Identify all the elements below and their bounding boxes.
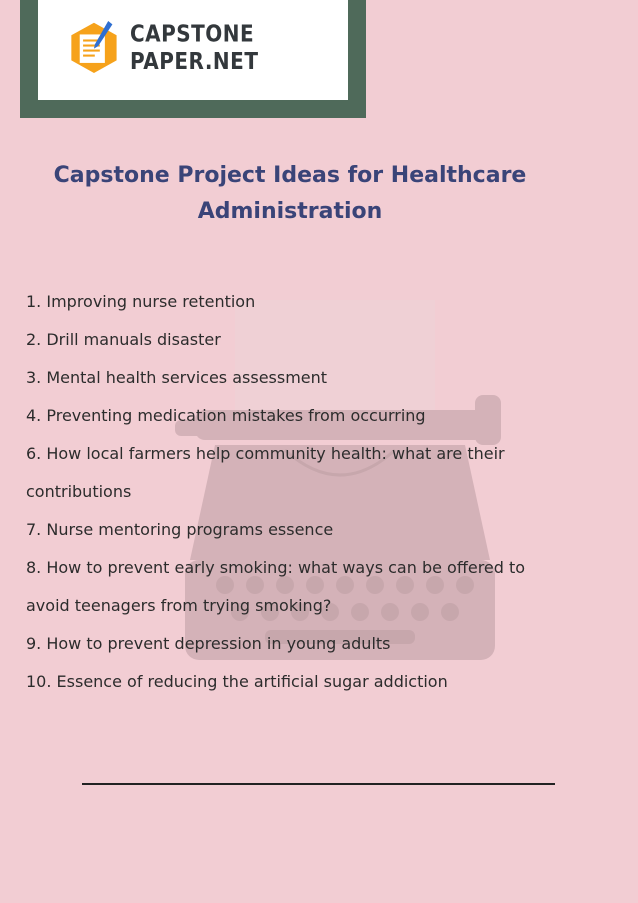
logo-banner [20,0,366,118]
ideas-list [26,283,616,701]
list-item: avoid teenagers from trying smoking? [26,596,332,615]
title-line-1: Capstone Project Ideas for Healthcare [53,163,527,188]
document-pen-hexagon-icon [68,14,120,80]
list-item: contributions [26,482,132,501]
divider-line [82,783,555,785]
list-item: 10. Essence of reducing the artificial sugar addiction [26,672,448,691]
list-item: 7. Nurse mentoring programs essence [26,520,334,539]
list-item: 3. Mental health services assessment [26,368,328,387]
list-item: 2. Drill manuals disaster [26,330,221,349]
title-line-2: Administration [197,199,383,224]
list-item: 1. Improving nurse retention [26,292,256,311]
list-item: 4. Preventing medication mistakes from occurring [26,406,426,425]
list-item: 9. How to prevent depression in young adults [26,634,391,653]
list-item: 6. How local farmers help community health: what are their [26,444,505,463]
brand-name: CAPSTONE PAPER.NET [129,19,259,75]
list-item: 8. How to prevent early smoking: what ways can be offered to [26,558,526,577]
page-title [30,158,550,230]
